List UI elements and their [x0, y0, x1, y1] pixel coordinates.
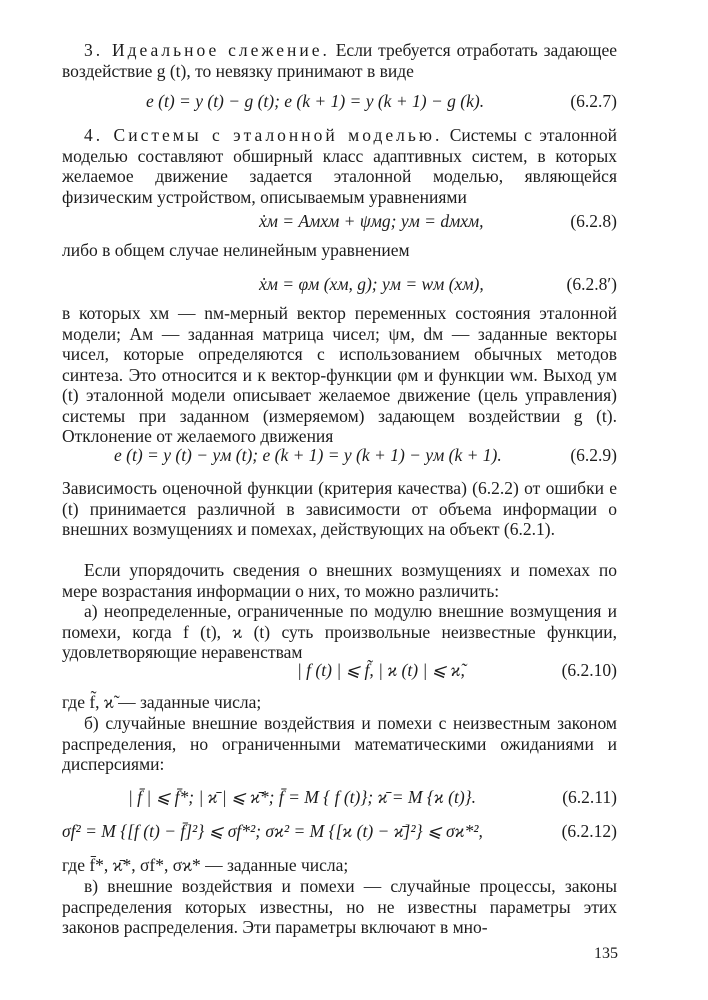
equation-number: (6.2.12) [561, 821, 617, 841]
equation-number: (6.2.8′) [566, 274, 617, 294]
equation-6-2-9 [62, 445, 617, 467]
equation-formula: | f (t) | ⩽ f̃, | ϰ (t) | ⩽ ϰ̃, [297, 660, 465, 680]
text-paragraph: Зависимость оценочной функции (критерия качества) (6.2.2) от ошибки e (t) принимается различной в зависимости от объема информации о внешних возмущениях и помехах, действующих на объект (6.2.1). [62, 478, 617, 539]
section-4-paragraph [62, 125, 617, 207]
section-4-heading: 4. Системы с эталонной моделью. [84, 125, 443, 145]
equation-6-2-12 [62, 821, 617, 843]
section-3-heading: 3. Идеальное слежение. [84, 40, 330, 60]
equation-number: (6.2.11) [562, 787, 617, 807]
equation-number: (6.2.7) [570, 91, 617, 111]
text-paragraph: где f̄*, ϰ̄*, σf*, σϰ* — заданные числа; [62, 855, 349, 875]
equation-6-2-11 [62, 787, 617, 809]
list-item-c: в) внешние воздействия и помехи — случайные процессы, законы распределения которых известны, но не известны параметры этих законов распределения. Эти параметры включают в мно- [62, 876, 617, 937]
equation-formula: e (t) = y (t) − g (t); e (k + 1) = y (k + 1) − g (k). [146, 91, 485, 111]
equation-number: (6.2.8) [570, 211, 617, 231]
equation-6-2-8-prime [62, 274, 617, 296]
equation-formula: ẋм = Aмxм + ψмg; yм = dмxм, [259, 211, 484, 231]
text-paragraph: Если упорядочить сведения о внешних возмущениях и помехах по мере возрастания информации о них, то можно различить: [62, 560, 617, 601]
equation-formula: σf² = M {[f (t) − f̄]²} ⩽ σf*²; σϰ² = M {[ϰ (t) − ϰ̄]²} ⩽ σϰ*², [62, 821, 483, 841]
section-4-text: Системы с эталонной моделью составляют обширный класс адаптивных систем, в которых желаемое движение задается эталонной моделью, являющейся физическим устройством, описываемым уравнениями [62, 125, 617, 207]
text-paragraph: в которых xм — nм-мерный вектор переменных состояния эталонной модели; Aм — заданная матрица чисел; ψм, dм — заданные векторы чисел, которые определяются с использованием обычных методов синтеза. Это относится и к вектор-функции φм и функции wм. Выход yм (t) эталонной модели описывает желаемое движение (цель управления) системы при заданном (измеряемом) задающем воздействии g (t). Отклонение от желаемого движения [62, 303, 617, 446]
equation-formula: ẋм = φм (xм, g); yм = wм (xм), [259, 274, 484, 294]
text-paragraph: либо в общем случае нелинейным уравнением [62, 240, 410, 260]
section-3-text: Если требуется отработать задающее воздействие g (t), то невязку принимают в виде [62, 40, 617, 81]
list-item-b: б) случайные внешние воздействия и помехи с неизвестным законом распределения, но ограниченными математическими ожиданиями и дисперсиями: [62, 713, 617, 774]
page-number: 135 [594, 945, 618, 962]
text-paragraph: где f̃, ϰ̃ — заданные числа; [62, 692, 262, 712]
equation-6-2-10 [62, 660, 617, 682]
equation-number: (6.2.9) [570, 445, 617, 465]
list-item-a: а) неопределенные, ограниченные по модулю внешние возмущения и помехи, когда f (t), ϰ (t) суть произвольные неизвестные функции, удовлетворяющие неравенствам [62, 601, 617, 662]
equation-formula: e (t) = y (t) − yм (t); e (k + 1) = y (k + 1) − yм (k + 1). [114, 445, 502, 465]
equation-number: (6.2.10) [561, 660, 617, 680]
equation-6-2-8 [62, 211, 617, 233]
equation-formula: | f̄ | ⩽ f̄*; | ϰ̄ | ⩽ ϰ̄*; f̄ = M { f (t)}; ϰ̄ = M {ϰ (t)}. [128, 787, 477, 807]
section-3-paragraph [62, 40, 617, 81]
equation-6-2-7 [62, 91, 617, 113]
